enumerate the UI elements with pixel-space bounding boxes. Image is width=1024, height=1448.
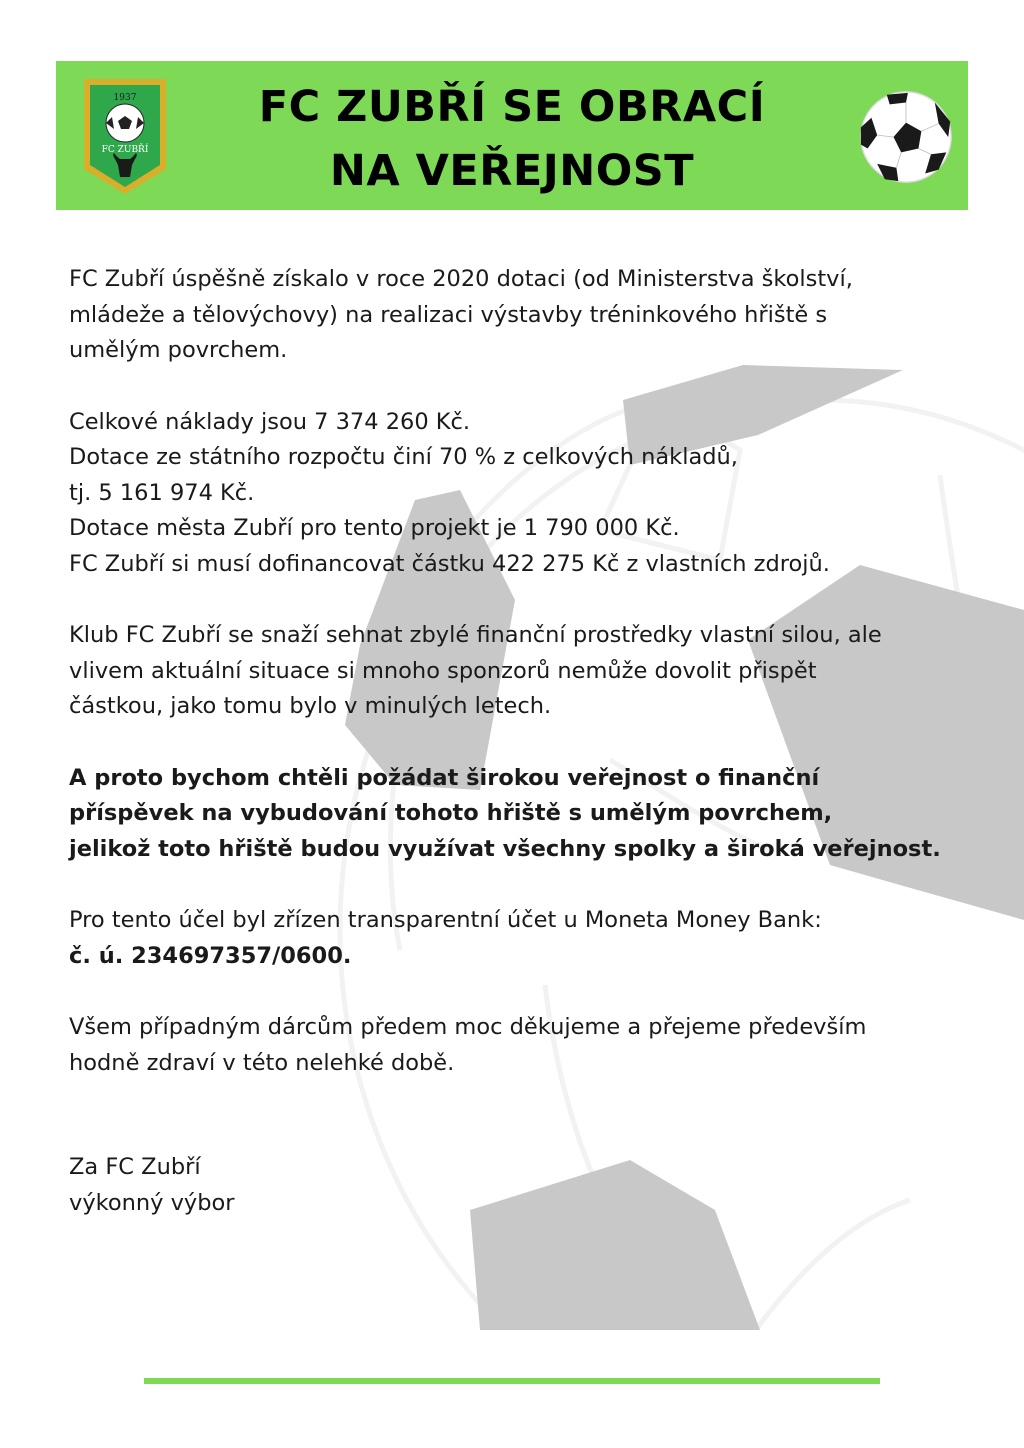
own-funding-line: FC Zubří si musí dofinancovat částku 422 275 Kč z vlastních zdrojů. (69, 550, 830, 577)
paragraph-appeal (69, 761, 969, 868)
title-line-1: FC ZUBŘÍ SE OBRACÍ (258, 82, 766, 132)
text-line: mládeže a tělovýchovy) na realizaci výstavby tréninkového hřiště s (69, 301, 828, 328)
paragraph-account (69, 903, 969, 974)
title-line-2: NA VEŘEJNOST (329, 146, 695, 196)
paragraph-intro (69, 262, 969, 369)
signature (69, 1150, 235, 1221)
text-line: umělým povrchem. (69, 337, 288, 363)
text-line: hodně zdraví v této nelehké době. (69, 1049, 455, 1076)
page-title (206, 75, 818, 203)
text-line: částkou, jako tomu bylo v minulých letech. (69, 693, 552, 719)
town-subsidy-line: Dotace města Zubří pro tento projekt je 1 790 000 Kč. (69, 515, 680, 541)
state-subsidy-line: Dotace ze státního rozpočtu činí 70 % z celkových nákladů, (69, 444, 738, 470)
soccer-ball-icon (858, 89, 954, 185)
header-banner (56, 61, 968, 210)
text-line: Všem případným dárcům předem moc děkujeme a přejeme především (69, 1014, 867, 1040)
text-line: příspěvek na vybudování tohoto hřiště s umělým povrchem, (69, 800, 833, 826)
paragraph-thanks (69, 1010, 969, 1081)
club-crest-icon (84, 79, 166, 194)
text-line: Pro tento účel byl zřízen transparentní účet u Moneta Money Bank: (69, 907, 822, 933)
signature-line-2: výkonný výbor (69, 1189, 235, 1216)
svg-text:1937: 1937 (113, 93, 137, 103)
footer-divider (144, 1378, 880, 1384)
total-cost-line: Celkové náklady jsou 7 374 260 Kč. (69, 408, 471, 435)
svg-text:FC ZUBŘÍ: FC ZUBŘÍ (101, 145, 149, 155)
text-line: vlivem aktuální situace si mnoho sponzorů nemůže dovolit přispět (69, 657, 817, 684)
paragraph-costs (69, 405, 969, 583)
bank-account-number: č. ú. 234697357/0600. (69, 942, 352, 969)
state-subsidy-amount-line: tj. 5 161 974 Kč. (69, 479, 255, 506)
text-line: Klub FC Zubří se snaží sehnat zbylé finanční prostředky vlastní silou, ale (69, 622, 882, 648)
text-line: FC Zubří úspěšně získalo v roce 2020 dotaci (od Ministerstva školství, (69, 266, 853, 292)
text-line: A proto bychom chtěli požádat širokou veřejnost o finanční (69, 764, 820, 791)
signature-line-1: Za FC Zubří (69, 1154, 201, 1180)
letter-body (69, 262, 969, 1117)
paragraph-situation (69, 618, 969, 725)
text-line: jelikož toto hřiště budou využívat všechny spolky a široká veřejnost. (69, 835, 941, 862)
